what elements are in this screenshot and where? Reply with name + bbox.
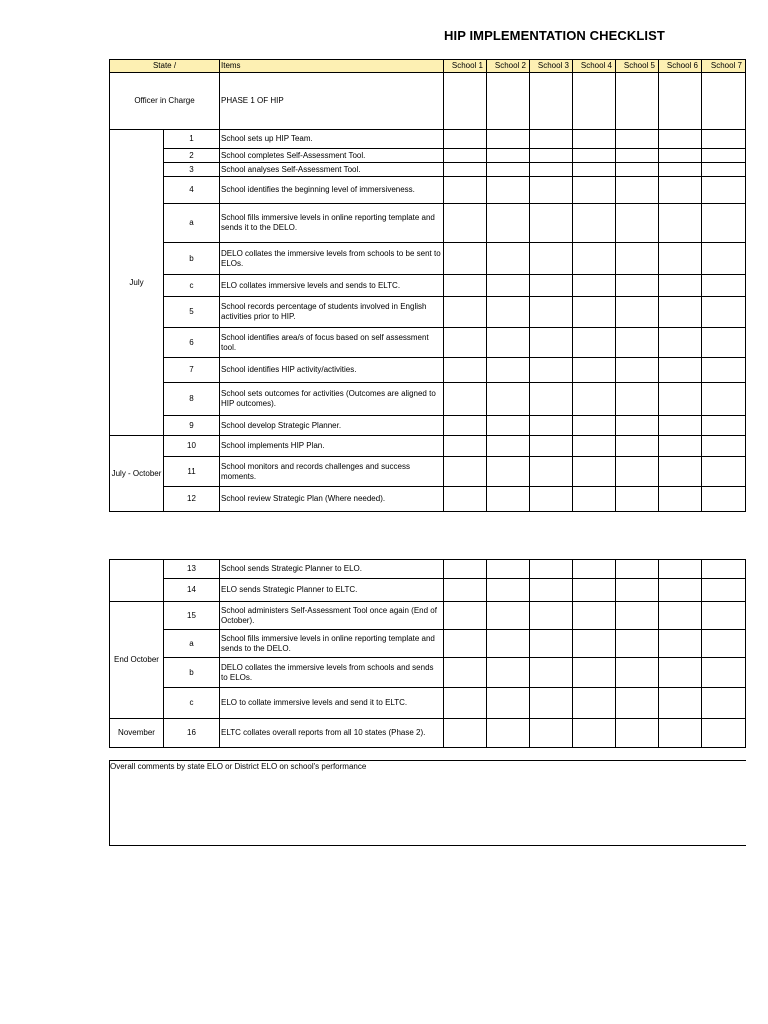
school-3-cell[interactable] [530,688,573,719]
step-item-text: School implements HIP Plan. [220,436,444,457]
school-6-cell[interactable] [659,560,702,579]
school-1-cell[interactable] [444,436,487,457]
school-5-cell[interactable] [616,177,659,204]
school-1-cell[interactable] [444,688,487,719]
school-7-cell[interactable] [702,579,746,602]
school-4-cell[interactable] [573,560,616,579]
school-1-cell[interactable] [444,383,487,416]
school-6-cell[interactable] [659,602,702,630]
state-label: November [110,719,164,748]
school-3-cell[interactable] [530,328,573,358]
school-2-cell[interactable] [487,328,530,358]
school-6-cell[interactable] [659,243,702,275]
state-label [110,560,164,602]
step-number: 8 [164,383,220,416]
school-2-cell[interactable] [487,719,530,748]
school-1-cell[interactable] [444,204,487,243]
items-header: Items [220,60,444,73]
school-2-cell[interactable] [487,243,530,275]
school-5-cell[interactable] [616,297,659,328]
checklist-row [110,130,746,149]
school-4-cell[interactable] [573,436,616,457]
school-3-cell[interactable] [530,416,573,436]
school-1-cell[interactable] [444,328,487,358]
school-7-cell[interactable] [702,416,746,436]
school-6-cell[interactable] [659,688,702,719]
school-1-cell[interactable] [444,130,487,149]
school-4-cell[interactable] [573,602,616,630]
school-3-cell[interactable] [530,130,573,149]
school-5-cell[interactable] [616,436,659,457]
checklist-row [110,688,746,719]
school-2-cell[interactable] [487,560,530,579]
school-2-cell[interactable] [487,630,530,658]
school-3-cell[interactable] [530,297,573,328]
step-number: 14 [164,579,220,602]
school-6-cell[interactable] [659,204,702,243]
school-4-cell[interactable] [573,328,616,358]
overall-comments-box[interactable] [109,760,746,846]
school-2-header: School 2 [487,60,530,73]
school-4-cell[interactable] [573,204,616,243]
step-number: 4 [164,177,220,204]
school-cell[interactable] [573,73,616,130]
checklist-row [110,149,746,163]
school-3-cell[interactable] [530,177,573,204]
school-5-cell[interactable] [616,204,659,243]
step-number: c [164,688,220,719]
step-item-text: School sets up HIP Team. [220,130,444,149]
school-3-cell[interactable] [530,358,573,383]
school-3-cell[interactable] [530,719,573,748]
phase-label: PHASE 1 OF HIP [220,73,444,130]
school-2-cell[interactable] [487,149,530,163]
school-cell[interactable] [616,73,659,130]
school-3-cell[interactable] [530,204,573,243]
step-number: a [164,630,220,658]
state-label: July - October [110,436,164,512]
school-1-cell[interactable] [444,579,487,602]
school-6-cell[interactable] [659,275,702,297]
school-1-cell[interactable] [444,457,487,487]
school-2-cell[interactable] [487,436,530,457]
checklist-row [110,297,746,328]
step-number: 3 [164,163,220,177]
school-6-cell[interactable] [659,177,702,204]
school-7-cell[interactable] [702,719,746,748]
school-1-cell[interactable] [444,358,487,383]
school-3-cell[interactable] [530,383,573,416]
school-6-cell[interactable] [659,130,702,149]
school-2-cell[interactable] [487,579,530,602]
step-number: 11 [164,457,220,487]
checklist-row [110,383,746,416]
school-3-cell[interactable] [530,579,573,602]
step-item-text: School identifies HIP activity/activities. [220,358,444,383]
step-number: b [164,658,220,688]
step-number: 7 [164,358,220,383]
school-7-cell[interactable] [702,560,746,579]
step-item-text: School fills immersive levels in online reporting template and sends it to the DELO. [220,204,444,243]
school-7-cell[interactable] [702,630,746,658]
school-4-cell[interactable] [573,658,616,688]
school-7-cell[interactable] [702,328,746,358]
step-number: a [164,204,220,243]
school-6-cell[interactable] [659,358,702,383]
school-6-cell[interactable] [659,297,702,328]
school-4-header: School 4 [573,60,616,73]
step-item-text: ELO to collate immersive levels and send it to ELTC. [220,688,444,719]
state-header: State / [110,60,220,73]
checklist-row [110,560,746,579]
school-1-cell[interactable] [444,658,487,688]
step-number: 1 [164,130,220,149]
school-4-cell[interactable] [573,383,616,416]
step-number: c [164,275,220,297]
checklist-row [110,416,746,436]
school-3-cell[interactable] [530,560,573,579]
school-7-cell[interactable] [702,177,746,204]
school-5-cell[interactable] [616,630,659,658]
school-5-cell[interactable] [616,130,659,149]
school-3-cell[interactable] [530,602,573,630]
school-7-cell[interactable] [702,436,746,457]
school-1-cell[interactable] [444,149,487,163]
school-5-cell[interactable] [616,275,659,297]
school-3-cell[interactable] [530,457,573,487]
school-4-cell[interactable] [573,275,616,297]
school-2-cell[interactable] [487,487,530,512]
step-number: 5 [164,297,220,328]
step-item-text: School identifies area/s of focus based on self assessment tool. [220,328,444,358]
checklist-table-phase-2 [109,559,746,748]
school-7-cell[interactable] [702,383,746,416]
school-5-cell[interactable] [616,243,659,275]
school-5-cell[interactable] [616,416,659,436]
school-1-cell[interactable] [444,297,487,328]
checklist-table-phase-1 [109,59,746,512]
step-item-text: School analyses Self-Assessment Tool. [220,163,444,177]
school-2-cell[interactable] [487,383,530,416]
school-4-cell[interactable] [573,358,616,383]
school-6-cell[interactable] [659,630,702,658]
school-6-cell[interactable] [659,487,702,512]
state-label: July [110,130,164,436]
school-6-header: School 6 [659,60,702,73]
school-2-cell[interactable] [487,297,530,328]
school-1-cell[interactable] [444,487,487,512]
step-number: 15 [164,602,220,630]
school-4-cell[interactable] [573,130,616,149]
step-item-text: School sets outcomes for activities (Outcomes are aligned to HIP outcomes). [220,383,444,416]
checklist-row [110,243,746,275]
step-item-text: School records percentage of students involved in English activities prior to HIP. [220,297,444,328]
school-5-cell[interactable] [616,602,659,630]
school-5-cell[interactable] [616,579,659,602]
school-1-cell[interactable] [444,630,487,658]
school-5-cell[interactable] [616,719,659,748]
school-cell[interactable] [702,73,746,130]
school-1-cell[interactable] [444,560,487,579]
checklist-row [110,275,746,297]
school-6-cell[interactable] [659,457,702,487]
school-2-cell[interactable] [487,457,530,487]
school-7-cell[interactable] [702,149,746,163]
school-2-cell[interactable] [487,416,530,436]
school-1-cell[interactable] [444,416,487,436]
school-5-cell[interactable] [616,383,659,416]
checklist-row [110,457,746,487]
school-7-cell[interactable] [702,688,746,719]
school-3-header: School 3 [530,60,573,73]
step-number: b [164,243,220,275]
school-3-cell[interactable] [530,243,573,275]
school-2-cell[interactable] [487,688,530,719]
school-4-cell[interactable] [573,177,616,204]
state-label: End October [110,602,164,719]
school-4-cell[interactable] [573,149,616,163]
school-4-cell[interactable] [573,719,616,748]
step-item-text: ELO collates immersive levels and sends to ELTC. [220,275,444,297]
step-number: 13 [164,560,220,579]
school-2-cell[interactable] [487,177,530,204]
school-7-cell[interactable] [702,163,746,177]
school-5-cell[interactable] [616,688,659,719]
school-7-cell[interactable] [702,457,746,487]
school-4-cell[interactable] [573,457,616,487]
school-2-cell[interactable] [487,130,530,149]
school-6-cell[interactable] [659,658,702,688]
school-1-cell[interactable] [444,719,487,748]
school-7-cell[interactable] [702,358,746,383]
school-6-cell[interactable] [659,719,702,748]
school-5-cell[interactable] [616,560,659,579]
school-6-cell[interactable] [659,149,702,163]
checklist-row [110,630,746,658]
school-2-cell[interactable] [487,275,530,297]
school-5-cell[interactable] [616,658,659,688]
school-5-cell[interactable] [616,457,659,487]
school-3-cell[interactable] [530,487,573,512]
school-4-cell[interactable] [573,630,616,658]
school-3-cell[interactable] [530,630,573,658]
school-6-cell[interactable] [659,383,702,416]
step-number: 2 [164,149,220,163]
school-6-cell[interactable] [659,328,702,358]
school-7-cell[interactable] [702,658,746,688]
school-4-cell[interactable] [573,416,616,436]
school-5-cell[interactable] [616,487,659,512]
school-4-cell[interactable] [573,688,616,719]
school-7-cell[interactable] [702,297,746,328]
school-4-cell[interactable] [573,163,616,177]
step-item-text: School identifies the beginning level of immersiveness. [220,177,444,204]
school-cell[interactable] [659,73,702,130]
step-item-text: School review Strategic Plan (Where needed). [220,487,444,512]
checklist-row [110,328,746,358]
step-item-text: School administers Self-Assessment Tool once again (End of October). [220,602,444,630]
checklist-row [110,436,746,457]
school-1-cell[interactable] [444,177,487,204]
school-4-cell[interactable] [573,579,616,602]
officer-in-charge-label: Officer in Charge [110,73,220,130]
phase-row [110,73,746,130]
header-row [110,60,746,73]
school-3-cell[interactable] [530,163,573,177]
school-3-cell[interactable] [530,436,573,457]
school-1-cell[interactable] [444,243,487,275]
school-7-cell[interactable] [702,243,746,275]
overall-comments-label: Overall comments by state ELO or District ELO on school's performance [110,762,367,771]
school-2-cell[interactable] [487,358,530,383]
school-7-cell[interactable] [702,602,746,630]
step-item-text: ELTC collates overall reports from all 10 states (Phase 2). [220,719,444,748]
school-2-cell[interactable] [487,602,530,630]
step-number: 12 [164,487,220,512]
step-number: 10 [164,436,220,457]
checklist-row [110,358,746,383]
checklist-row [110,719,746,748]
step-item-text: School completes Self-Assessment Tool. [220,149,444,163]
checklist-row [110,177,746,204]
checklist-row [110,204,746,243]
school-7-cell[interactable] [702,130,746,149]
school-5-cell[interactable] [616,149,659,163]
checklist-row [110,163,746,177]
school-7-cell[interactable] [702,487,746,512]
school-cell[interactable] [444,73,487,130]
school-5-cell[interactable] [616,358,659,383]
school-6-cell[interactable] [659,416,702,436]
checklist-row [110,579,746,602]
school-4-cell[interactable] [573,243,616,275]
step-item-text: DELO collates the immersive levels from schools and sends to ELOs. [220,658,444,688]
school-1-cell[interactable] [444,163,487,177]
school-4-cell[interactable] [573,297,616,328]
school-5-header: School 5 [616,60,659,73]
step-item-text: School sends Strategic Planner to ELO. [220,560,444,579]
page-title: HIP IMPLEMENTATION CHECKLIST [444,28,665,43]
school-3-cell[interactable] [530,275,573,297]
step-item-text: School develop Strategic Planner. [220,416,444,436]
school-cell[interactable] [530,73,573,130]
school-7-header: School 7 [702,60,746,73]
school-2-cell[interactable] [487,204,530,243]
checklist-row [110,658,746,688]
step-number: 9 [164,416,220,436]
school-1-cell[interactable] [444,602,487,630]
school-2-cell[interactable] [487,163,530,177]
school-2-cell[interactable] [487,658,530,688]
step-item-text: School monitors and records challenges and success moments. [220,457,444,487]
school-3-cell[interactable] [530,149,573,163]
school-4-cell[interactable] [573,487,616,512]
step-item-text: School fills immersive levels in online reporting template and sends to the DELO. [220,630,444,658]
school-5-cell[interactable] [616,328,659,358]
school-6-cell[interactable] [659,163,702,177]
checklist-row [110,602,746,630]
school-7-cell[interactable] [702,275,746,297]
step-number: 6 [164,328,220,358]
school-5-cell[interactable] [616,163,659,177]
step-item-text: ELO sends Strategic Planner to ELTC. [220,579,444,602]
school-3-cell[interactable] [530,658,573,688]
school-1-cell[interactable] [444,275,487,297]
school-6-cell[interactable] [659,579,702,602]
step-number: 16 [164,719,220,748]
school-6-cell[interactable] [659,436,702,457]
school-cell[interactable] [487,73,530,130]
school-7-cell[interactable] [702,204,746,243]
step-item-text: DELO collates the immersive levels from schools to be sent to ELOs. [220,243,444,275]
school-1-header: School 1 [444,60,487,73]
checklist-row [110,487,746,512]
